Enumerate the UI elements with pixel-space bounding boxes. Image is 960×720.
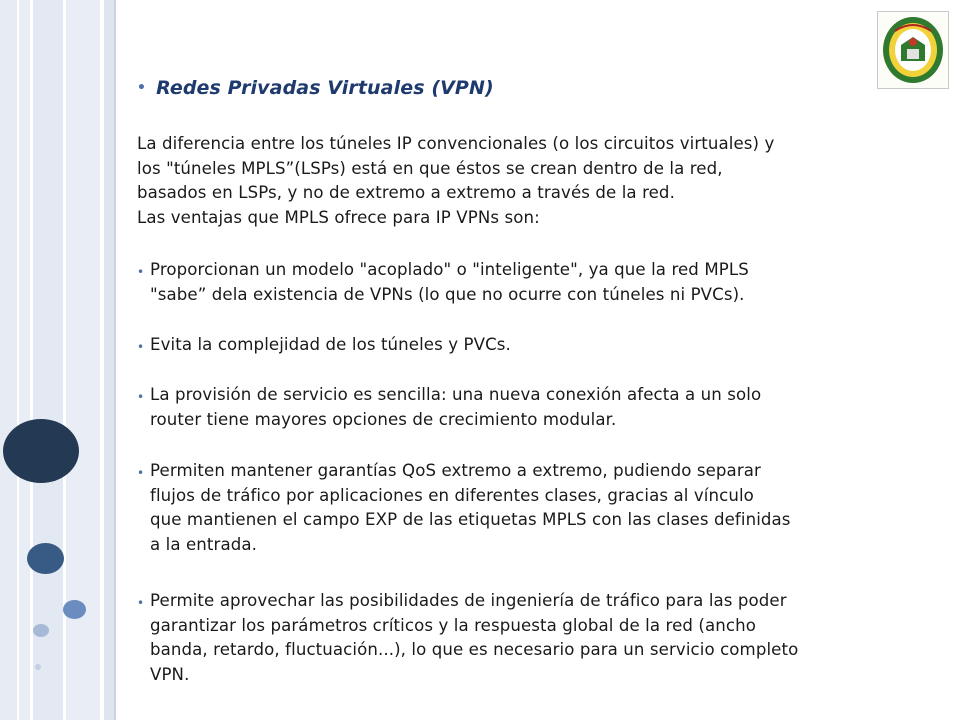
stripe bbox=[0, 0, 17, 720]
stripe bbox=[19, 0, 30, 720]
bullet-line: "sabe” dela existencia de VPNs (lo que no ocurre con túneles ni PVCs). bbox=[150, 284, 745, 304]
decorative-circle bbox=[33, 624, 49, 637]
bullet-line: Evita la complejidad de los túneles y PVCs. bbox=[150, 335, 511, 354]
decorative-circle bbox=[3, 419, 79, 483]
bullet-line: VPN. bbox=[150, 664, 190, 684]
bullet-line: La provisión de servicio es sencilla: una nueva conexión afecta a un solo bbox=[150, 385, 762, 404]
bullet-line: banda, retardo, fluctuación...), lo que es necesario para un servicio completo bbox=[150, 640, 799, 659]
bullet-line: Permiten mantener garantías QoS extremo a extremo, pudiendo separar bbox=[150, 461, 761, 480]
title-text: Redes Privadas Virtuales (VPN) bbox=[156, 77, 494, 99]
decorative-circle bbox=[27, 543, 64, 574]
university-seal-icon bbox=[881, 15, 945, 85]
bullet-dot-icon: • bbox=[137, 390, 145, 404]
intro-line: los "túneles MPLS”(LSPs) está en que éstos se crean dentro de la red, bbox=[137, 158, 723, 178]
decorative-circle bbox=[35, 664, 41, 670]
stripe bbox=[114, 0, 116, 720]
stripe bbox=[33, 0, 63, 720]
slide-title bbox=[137, 76, 494, 103]
bullet-dot-icon: • bbox=[137, 466, 145, 480]
bullet-dot-icon: • bbox=[137, 340, 145, 354]
bullet-line: que mantienen el campo EXP de las etiquetas MPLS con las clases definidas bbox=[150, 510, 791, 529]
bullet-line: Proporcionan un modelo "acoplado" o "inteligente", ya que la red MPLS bbox=[150, 260, 749, 279]
bullet-dot-icon: • bbox=[137, 265, 145, 279]
bullet-dot-icon: • bbox=[137, 80, 147, 96]
bullet-line: Permite aprovechar las posibilidades de ingeniería de tráfico para las poder bbox=[150, 591, 787, 610]
intro-line: La diferencia entre los túneles IP convencionales (o los circuitos virtuales) y bbox=[137, 134, 775, 153]
bullet-line: router tiene mayores opciones de crecimiento modular. bbox=[150, 409, 617, 429]
intro-line: Las ventajas que MPLS ofrece para IP VPNs son: bbox=[137, 207, 540, 227]
intro-line: basados en LSPs, y no de extremo a extremo a través de la red. bbox=[137, 183, 675, 202]
decorative-stripes bbox=[0, 0, 120, 720]
bullet-line: a la entrada. bbox=[150, 534, 257, 554]
university-logo bbox=[877, 11, 949, 89]
bullet-dot-icon: • bbox=[137, 596, 145, 610]
bullet-line: garantizar los parámetros críticos y la respuesta global de la red (ancho bbox=[150, 615, 756, 635]
decorative-circle bbox=[63, 600, 86, 619]
bullet-line: flujos de tráfico por aplicaciones en diferentes clases, gracias al vínculo bbox=[150, 485, 754, 505]
stripe bbox=[104, 0, 114, 720]
